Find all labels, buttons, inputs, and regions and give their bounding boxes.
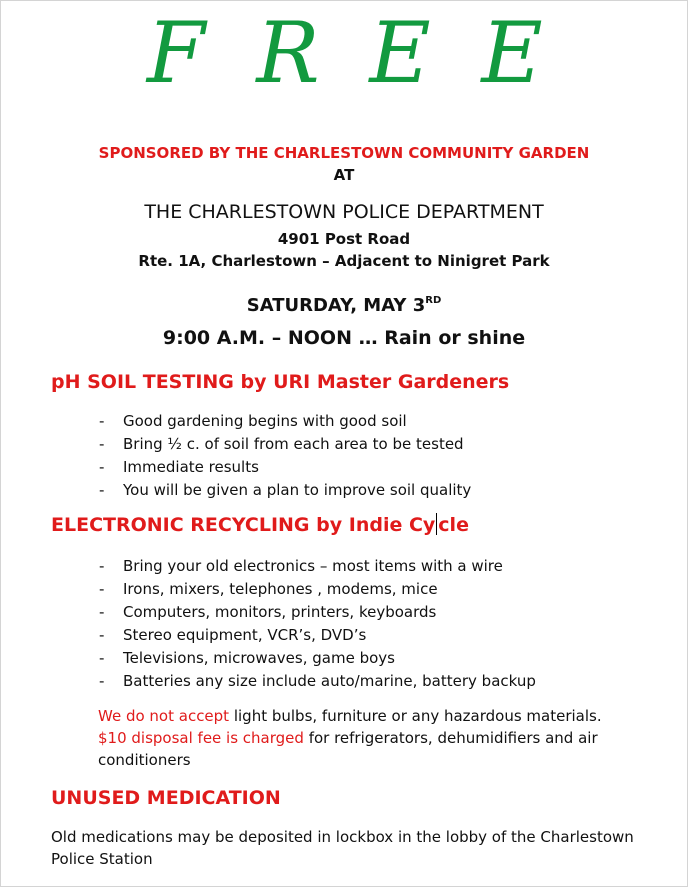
list-item: - Immediate results: [99, 456, 471, 479]
sponsor-line: SPONSORED BY THE CHARLESTOWN COMMUNITY GARDEN: [98, 144, 590, 162]
recycling-note: [98, 705, 668, 771]
address-line-2: Rte. 1A, Charlestown – Adjacent to Ninigret Park: [138, 252, 550, 270]
list-item: - Good gardening begins with good soil: [99, 410, 471, 433]
soil-testing-heading: pH SOIL TESTING by URI Master Gardeners: [51, 371, 510, 393]
medication-text: Old medications may be deposited in lockbox in the lobby of the Charlestown Police Station: [51, 828, 634, 868]
recycling-list: [99, 555, 536, 693]
list-item: - Bring your old electronics – most items with a wire: [99, 555, 536, 578]
list-item: - Batteries any size include auto/marine, battery backup: [99, 670, 536, 693]
title-letter: E: [369, 4, 431, 102]
title-letter: E: [481, 4, 543, 102]
recycling-heading-part1: ELECTRONIC RECYCLING by Indie Cy: [51, 514, 436, 536]
title-letter: R: [256, 4, 320, 102]
at-line: AT: [333, 166, 355, 184]
list-item: - Computers, monitors, printers, keyboards: [99, 601, 536, 624]
soil-testing-list: [99, 410, 471, 502]
free-title: [0, 4, 688, 102]
list-item: - You will be given a plan to improve soil quality: [99, 479, 471, 502]
not-accepted-text: light bulbs, furniture or any hazardous materials.: [229, 707, 602, 725]
not-accepted-label: We do not accept: [98, 707, 230, 725]
recycling-heading: [51, 513, 469, 536]
title-letter: F: [146, 4, 206, 102]
address-line-1: 4901 Post Road: [277, 230, 411, 248]
disposal-fee-label: $10 disposal fee is charged: [98, 729, 304, 747]
date-suffix: RD: [425, 295, 442, 306]
list-item: - Televisions, microwaves, game boys: [99, 647, 536, 670]
event-time: 9:00 A.M. – NOON … Rain or shine: [162, 327, 526, 349]
event-date: [0, 295, 688, 316]
medication-heading: UNUSED MEDICATION: [51, 787, 281, 809]
list-item: - Stereo equipment, VCR’s, DVD’s: [99, 624, 536, 647]
list-item: - Bring ½ c. of soil from each area to be tested: [99, 433, 471, 456]
disposal-fee-text: for refrigerators, dehumidifiers and air conditioners: [98, 729, 598, 769]
recycling-heading-part2: cle: [438, 514, 469, 536]
list-item: - Irons, mixers, telephones , modems, mice: [99, 578, 536, 601]
venue-name: THE CHARLESTOWN POLICE DEPARTMENT: [144, 201, 544, 223]
date-main: SATURDAY, MAY 3: [246, 295, 426, 316]
